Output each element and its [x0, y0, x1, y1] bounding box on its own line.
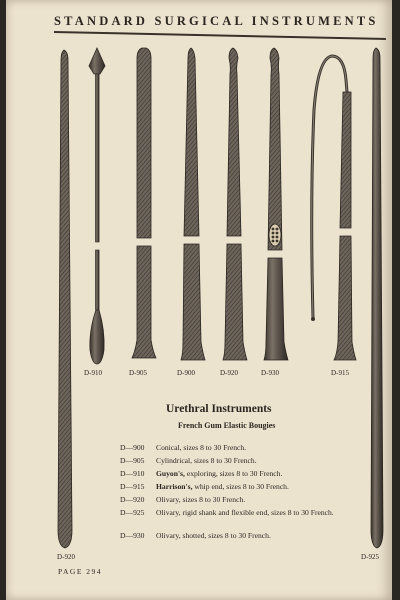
item-code: D—920: [120, 495, 145, 504]
page-header: STANDARD SURGICAL INSTRUMENTS: [54, 14, 379, 28]
bougie-d900-figure: [181, 48, 205, 360]
item-description: [156, 482, 340, 492]
bougie-d920-figure: [223, 48, 247, 360]
item-code: D—915: [120, 482, 145, 491]
figure-label-d920-long: D-920: [57, 553, 75, 561]
bougie-d930-figure: [264, 48, 288, 360]
item-description: [156, 469, 340, 479]
bougie-d920-long-figure: [58, 50, 72, 548]
item-description: [156, 495, 340, 505]
item-description: [156, 443, 340, 453]
page-number: PAGE 294: [58, 567, 103, 576]
figure-label-d900: D-900: [177, 369, 195, 377]
item-description: [156, 508, 340, 518]
figure-label-d925: D-925: [361, 553, 379, 561]
bougie-d910-figure: [89, 48, 105, 364]
item-code: D—925: [120, 508, 145, 517]
figure-label-d930: D-930: [261, 369, 279, 377]
item-code: D—905: [120, 456, 145, 465]
figure-label-d910: D-910: [84, 369, 102, 377]
item-desc-text: Olivary, rigid shank and flexible end, sizes 8 to 30 French.: [156, 508, 334, 517]
section-subtitle: French Gum Elastic Bougies: [178, 421, 276, 430]
item-description: [156, 456, 340, 466]
bougie-d905-figure: [132, 48, 156, 358]
item-name: Guyon's,: [156, 469, 185, 478]
item-desc-text: Conical, sizes 8 to 30 French.: [156, 443, 247, 452]
section-title: Urethral Instruments: [166, 403, 272, 415]
item-desc-text: exploring, sizes 8 to 30 French.: [184, 469, 283, 478]
item-description: [156, 531, 340, 541]
item-desc-text: Olivary, shotted, sizes 8 to 30 French.: [156, 531, 271, 540]
figure-label-d905: D-905: [129, 369, 147, 377]
figure-label-d920: D-920: [220, 369, 238, 377]
catalog-page: [6, 0, 392, 600]
item-code: D—910: [120, 469, 145, 478]
figure-label-d915: D-915: [331, 369, 349, 377]
bougie-d915-figure: [311, 56, 356, 360]
item-code: D—930: [120, 531, 145, 540]
item-name: Harrison's,: [156, 482, 193, 491]
item-code: D—900: [120, 443, 145, 452]
item-desc-text: Olivary, sizes 8 to 30 French.: [156, 495, 246, 504]
item-desc-text: Cylindrical, sizes 8 to 30 French.: [156, 456, 257, 465]
bougie-d925-long-figure: [371, 48, 383, 548]
item-desc-text: whip end, sizes 8 to 30 French.: [192, 482, 289, 491]
